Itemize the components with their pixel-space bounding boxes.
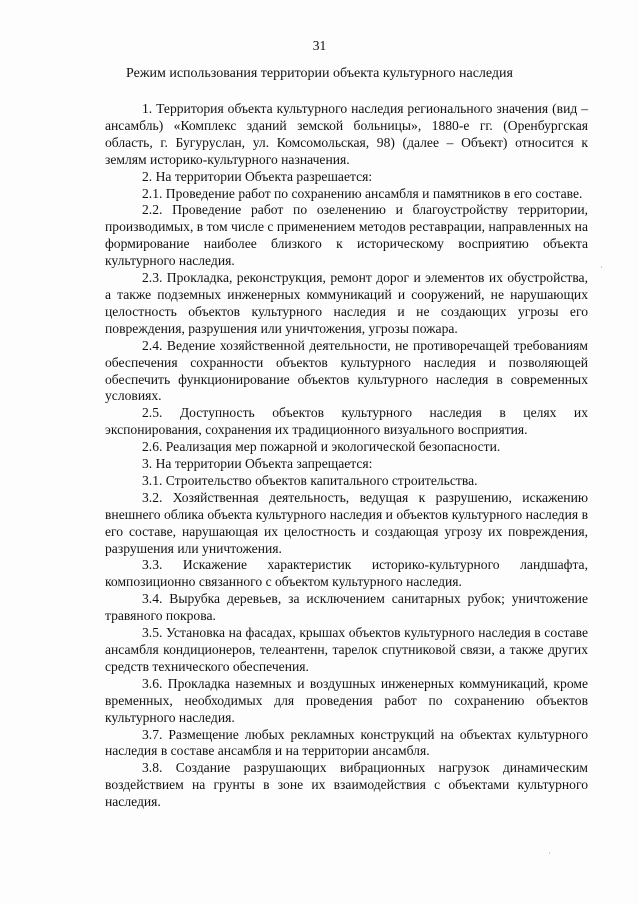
- paragraph-3-6: 3.6. Прокладка наземных и воздушных инженерных коммуникаций, кроме временных, необходимых для проведения работ по сохранению объектов культурного наследия.: [105, 675, 588, 725]
- scan-speck: ·: [600, 262, 603, 272]
- paragraph-3: 3. На территории Объекта запрещается:: [142, 456, 373, 472]
- paragraph-3-2: 3.2. Хозяйственная деятельность, ведущая к разрушению, искажению внешнего облика объекта культурного наследия и объектов культурного наследия в его составе, нарушающая их целостность и создающая угрозу их повреждения, разрушения или уничтожения.: [105, 489, 588, 556]
- paragraph-3-4: 3.4. Вырубка деревьев, за исключением санитарных рубок; уничтожение травяного покрова.: [105, 591, 588, 624]
- page-number: 31: [312, 38, 327, 53]
- paragraph-2-4: 2.4. Ведение хозяйственной деятельности, не противоречащей требованиям обеспечения сохранности объектов культурного наследия и позволяющей обеспечить функционирование объектов культурного наследия в современных условиях.: [105, 337, 588, 404]
- paragraph-2-1: 2.1. Проведение работ по сохранению ансамбля и памятников в его составе.: [142, 185, 583, 201]
- scan-speck: ·: [548, 848, 551, 858]
- paragraph-2-3: 2.3. Прокладка, реконструкция, ремонт дорог и элементов их обустройства, а также подземных инженерных коммуникаций и сооружений, не нарушающих целостность объектов культурного наследия и не создающих угрозы его повреждения, разрушения или уничтожения, угрозы пожара.: [105, 270, 588, 336]
- paragraph-3-1: 3.1. Строительство объектов капитального строительства.: [142, 472, 478, 488]
- paragraph-3-8: 3.8. Создание разрушающих вибрационных нагрузок динамическим воздействием на грунты в зоне их взаимодействия с объектами культурного наследия.: [105, 760, 588, 810]
- paragraph-3-3: 3.3. Искажение характеристик историко-культурного ландшафта, композиционно связанного с объектом культурного наследия.: [105, 557, 588, 590]
- paragraph-2-5: 2.5. Доступность объектов культурного наследия в целях их экспонирования, сохранения их традиционного визуального восприятия.: [105, 405, 588, 438]
- document-body: [105, 101, 588, 811]
- paragraph-2-2: 2.2. Проведение работ по озеленению и благоустройству территории, производимых, в том числе с применением методов реставрации, направленных на формирование наиболее близкого к историческому восприятию объекта культурного наследия.: [105, 202, 588, 269]
- paragraph-2: 2. На территории Объекта разрешается:: [142, 168, 373, 184]
- paragraph-3-7: 3.7. Размещение любых рекламных конструкций на объектах культурного наследия в составе ансамбля и на территории ансамбля.: [105, 726, 588, 759]
- paragraph-1: 1. Территория объекта культурного наследия регионального значения (вид – ансамбль) «Комплекс зданий земской больницы», 1880-е гг. (Оренбургская область, г. Бугуруслан, ул. Комсомольская, 98) (далее – Объект) относится к землям историко-культурного назначения.: [105, 101, 588, 167]
- paragraph-3-5: 3.5. Установка на фасадах, крышах объектов культурного наследия в составе ансамбля кондиционеров, телеантенн, тарелок спутниковой связи, а также других средств технического обеспечения.: [105, 625, 588, 674]
- paragraph-2-6: 2.6. Реализация мер пожарной и экологической безопасности.: [142, 439, 501, 455]
- document-title: Режим использования территории объекта культурного наследия: [126, 66, 513, 81]
